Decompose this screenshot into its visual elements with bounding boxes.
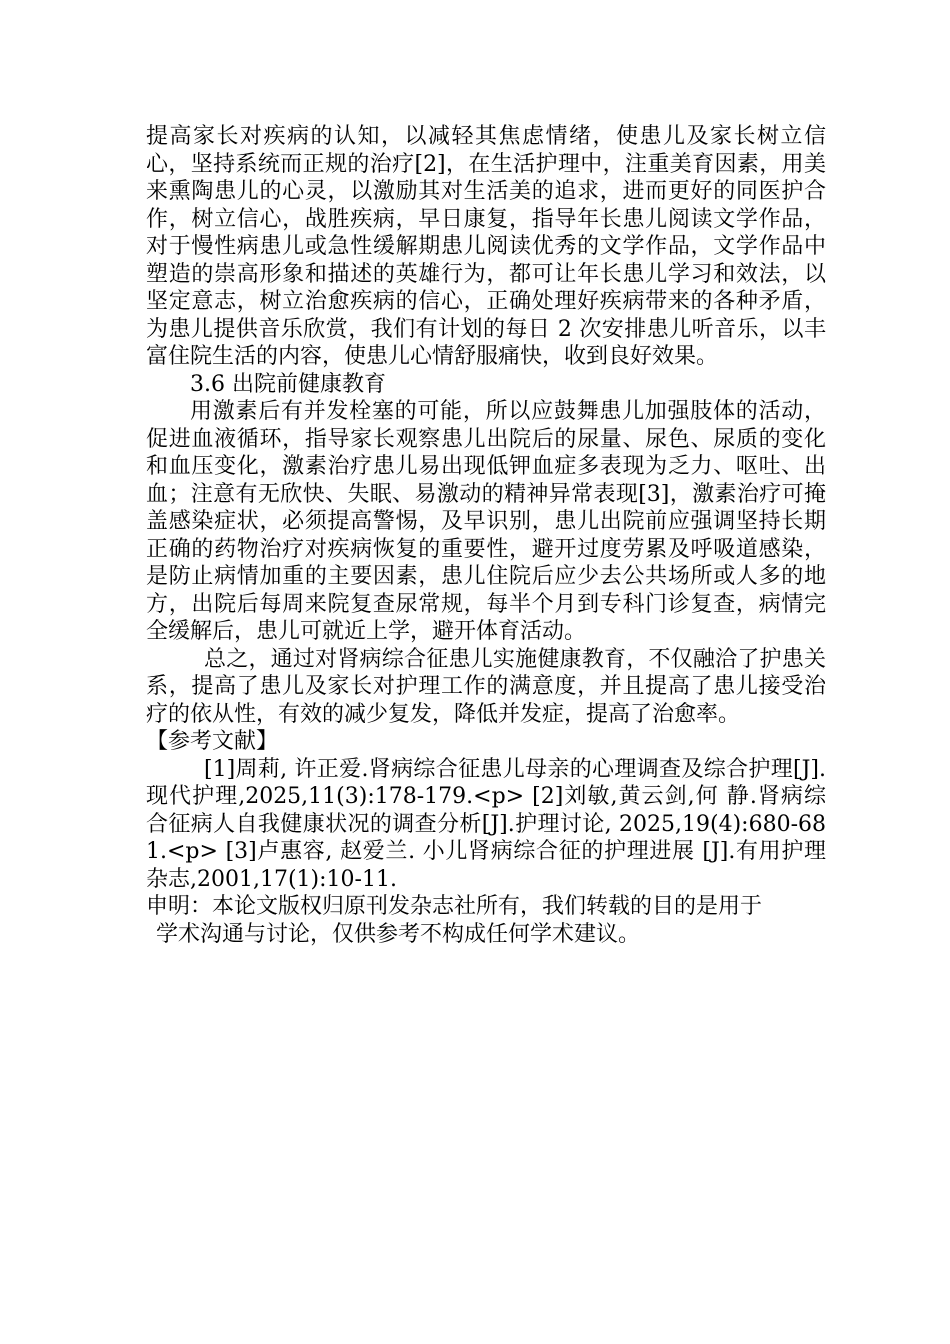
paragraph-care-intro: 提高家长对疾病的认知，以减轻其焦虑情绪，使患儿及家长树立信心，坚持系统而正规的治疗[2]，在生活护理中，注重美育因素，用美来熏陶患儿的心灵，以激励其对生活美的追求，进而更好的同医护合作，树立信心，战胜疾病，早日康复，指导年长患儿阅读文学作品，对于慢性病患儿或急性缓解期患儿阅读优秀的文学作品，文学作品中塑造的崇高形象和描述的英雄行为，都可让年长患儿学习和效法，以坚定意志，树立治愈疾病的信心，正确处理好疾病带来的各种矛盾，为患儿提供音乐欣赏，我们有计划的每日 2 次安排患儿听音乐，以丰富住院生活的内容，使患儿心情舒服痛快，收到良好效果。 [146, 124, 826, 369]
document-page [146, 123, 826, 948]
copyright-notice-tail: 学术沟通与讨论，仅供参考不构成任何学术建议。 [156, 921, 641, 947]
references-title: 【参考文献】 [146, 729, 279, 754]
references-list: [1]周莉, 许正爱.肾病综合征患儿母亲的心理调查及综合护理[J].现代护理,2025,11(3):178-179.<p> [2]刘敏,黄云剑,何 静.肾病综合征病人自我健康状况的调查分析[J].护理讨论, 2025,19(4):680-681.<p> [3]卢惠容, 赵爱兰. 小儿肾病综合征的护理进展 [J].有用护理杂志,2001,17(1):10-11. [146, 756, 826, 892]
paragraph-discharge-education: 用激素后有并发栓塞的可能，所以应鼓舞患儿加强肢体的活动，促进血液循环，指导家长观察患儿出院后的尿量、尿色、尿质的变化和血压变化，激素治疗患儿易出现低钾血症多表现为乏力、呕吐、出血；注意有无欣快、失眠、易激动的精神异常表现[3]，激素治疗可掩盖感染症状，必须提高警惕，及早识别，患儿出院前应强调坚持长期正确的药物治疗对疾病恢复的重要性，避开过度劳累及呼吸道感染，是防止病情加重的主要因素，患儿住院后应少去公共场所或人多的地方，出院后每周来院复查尿常规，每半个月到专科门诊复查，病情完全缓解后，患儿可就近上学，避开体育活动。 [146, 399, 826, 644]
paragraph-summary: 总之，通过对肾病综合征患儿实施健康教育，不仅融洽了护患关系，提高了患儿及家长对护理工作的满意度，并且提高了患儿接受治疗的依从性，有效的减少复发，降低并发症，提高了治愈率。 [146, 646, 826, 727]
section-heading-discharge-education: 3.6 出院前健康教育 [190, 371, 386, 397]
copyright-notice: 申明：本论文版权归原刊发杂志社所有，我们转载的目的是用于 [146, 894, 763, 919]
